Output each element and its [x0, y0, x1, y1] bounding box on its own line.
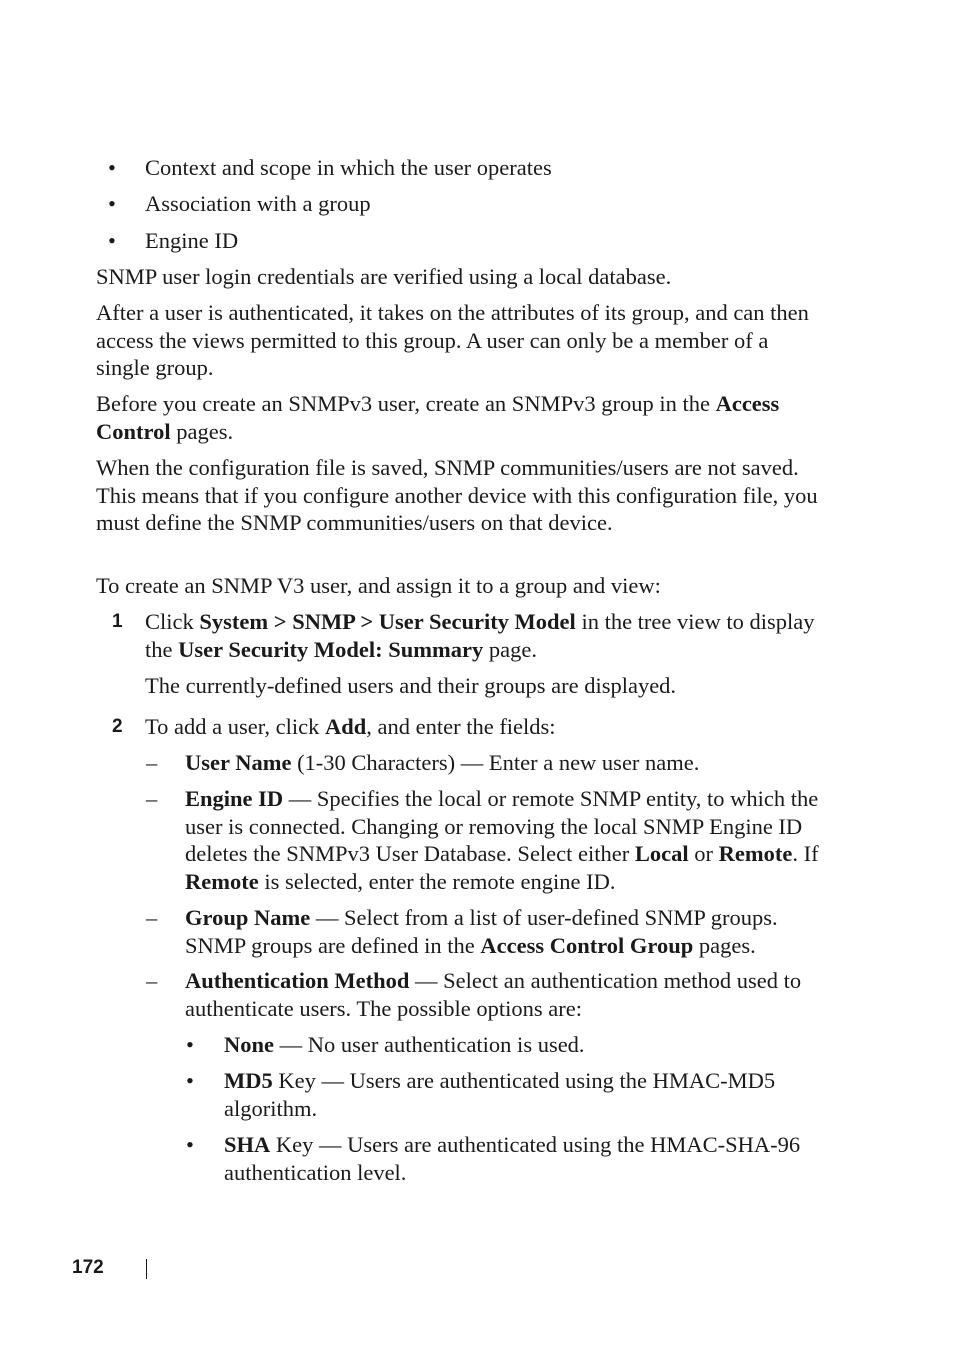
dash-marker: –: [146, 786, 158, 811]
paragraph-authenticated: After a user is authenticated, it takes on the attributes of its group, and can then access the views permitted to this group. A user can only be a member of a single group.: [96, 300, 809, 380]
step-1-text: Click System > SNMP > User Security Model in the tree view to display the User Security Model: Summary page.: [145, 609, 815, 662]
step-number: 2: [112, 716, 123, 737]
bullet-marker: •: [108, 155, 116, 180]
list-item: Engine ID: [145, 228, 239, 253]
footer-divider: [146, 1259, 147, 1279]
step-number: 1: [112, 611, 123, 632]
bullet-marker: •: [186, 1068, 194, 1093]
ui-reference: Access Control: [96, 391, 780, 444]
dash-marker: –: [146, 905, 158, 930]
field-group-name: Group Name — Select from a list of user-defined SNMP groups. SNMP groups are defined in the Access Control Group pages.: [185, 905, 778, 958]
field-user-name: User Name (1-30 Characters) — Enter a new user name.: [185, 750, 700, 775]
field-auth-method: Authentication Method — Select an authentication method used to authenticate users. The possible options are:: [185, 968, 802, 1021]
page-number: 172: [72, 1257, 104, 1278]
auth-option-md5: MD5 Key — Users are authenticated using the HMAC-MD5 algorithm.: [224, 1068, 776, 1121]
bullet-marker: •: [186, 1032, 194, 1057]
paragraph-config-file: When the configuration file is saved, SNMP communities/users are not saved. This means that if you configure another device with this configuration file, you must define the SNMP communities/users on that device.: [96, 455, 818, 535]
dash-marker: –: [146, 968, 158, 993]
step-2-text: To add a user, click Add, and enter the fields:: [145, 714, 556, 739]
auth-option-none: None — No user authentication is used.: [224, 1032, 585, 1057]
ui-reference: User Security Model: Summary: [178, 636, 484, 662]
paragraph-before-create: Before you create an SNMPv3 user, create an SNMPv3 group in the Access Control pages.: [96, 391, 780, 444]
bullet-marker: •: [186, 1132, 194, 1157]
bullet-marker: •: [108, 228, 116, 253]
field-engine-id: Engine ID — Specifies the local or remote SNMP entity, to which the user is connected. Changing or removing the local SNMP Engine ID deletes the SNMPv3 User Database. Select either Local or Remote. If Remote is selected, enter the remote engine ID.: [185, 786, 819, 894]
list-item: Context and scope in which the user operates: [145, 155, 552, 180]
list-item: Association with a group: [145, 191, 371, 216]
bullet-marker: •: [108, 191, 116, 216]
step-1-note: The currently-defined users and their groups are displayed.: [145, 673, 677, 698]
ui-reference: Add: [324, 714, 367, 739]
ui-path: System > SNMP > User Security Model: [199, 609, 576, 634]
auth-option-sha: SHA Key — Users are authenticated using the HMAC-SHA-96 authentication level.: [224, 1132, 801, 1185]
dash-marker: –: [146, 750, 158, 775]
paragraph-procedure-intro: To create an SNMP V3 user, and assign it to a group and view:: [96, 573, 661, 598]
paragraph-credentials: SNMP user login credentials are verified using a local database.: [96, 264, 672, 289]
